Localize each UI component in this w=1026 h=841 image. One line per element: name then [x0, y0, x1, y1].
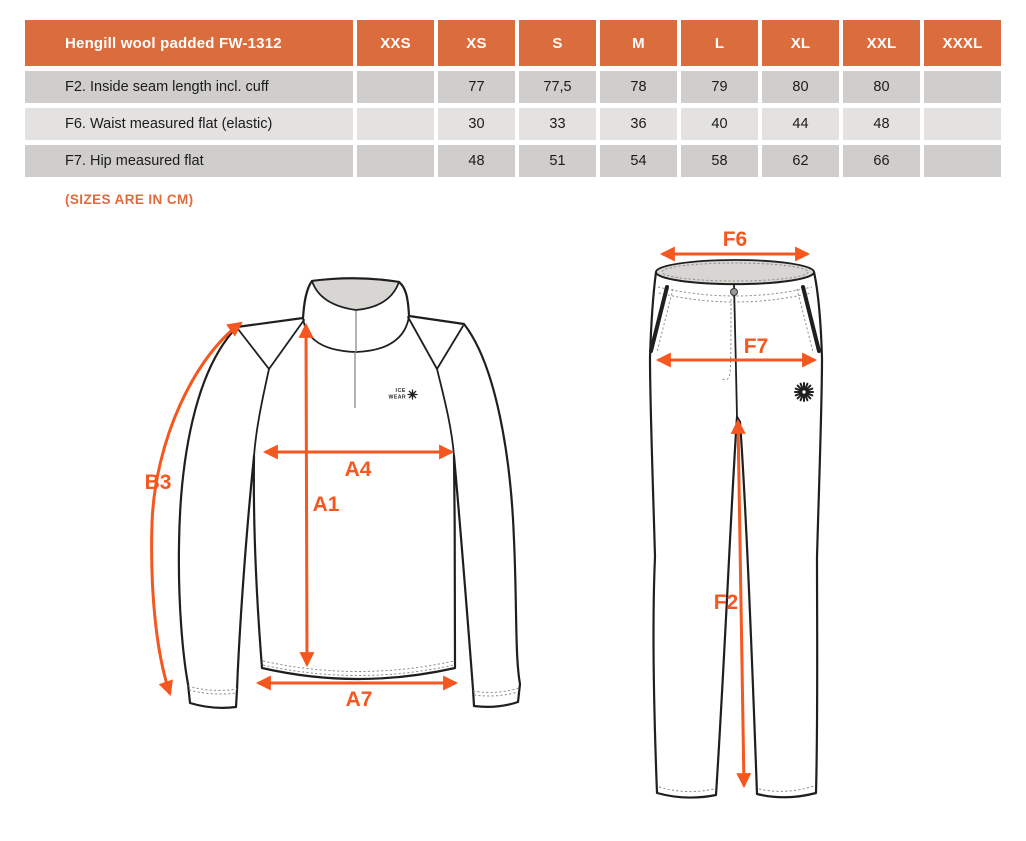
logo-snowflake-icon — [408, 390, 417, 399]
value-f2-s: 77,5 — [519, 71, 596, 103]
table-title-cell: Hengill wool padded FW-1312 — [25, 20, 353, 66]
size-col-header-m: M — [600, 20, 677, 66]
a7-label: A7 — [345, 688, 373, 711]
value-f7-xxl: 66 — [843, 145, 920, 177]
value-f6-xl: 44 — [762, 108, 839, 140]
value-f6-s: 33 — [519, 108, 596, 140]
logo-text-ice: ICE — [395, 388, 406, 394]
f6-label: F6 — [722, 228, 748, 251]
value-f7-l: 58 — [681, 145, 758, 177]
value-f2-xl: 80 — [762, 71, 839, 103]
pants-snowflake-icon — [795, 383, 813, 401]
a1-label: A1 — [312, 493, 340, 516]
waist-button — [731, 289, 738, 296]
sweater-diagram — [140, 245, 540, 725]
a1-length-arrow — [306, 325, 307, 665]
value-f7-xxs — [357, 145, 434, 177]
a4-label: A4 — [344, 458, 372, 481]
value-f2-xxxl — [924, 71, 1001, 103]
logo-text-wear: WEAR — [388, 394, 406, 401]
waistband-opening — [656, 260, 814, 284]
value-f2-xxl: 80 — [843, 71, 920, 103]
value-f6-l: 40 — [681, 108, 758, 140]
value-f7-xxxl — [924, 145, 1001, 177]
size-col-header-xxl: XXL — [843, 20, 920, 66]
size-col-header-l: L — [681, 20, 758, 66]
value-f7-s: 51 — [519, 145, 596, 177]
value-f6-xs: 30 — [438, 108, 515, 140]
value-f2-xxs — [357, 71, 434, 103]
row-label-f2: F2. Inside seam length incl. cuff — [25, 71, 353, 103]
value-f7-m: 54 — [600, 145, 677, 177]
size-col-header-xxxl: XXXL — [924, 20, 1001, 66]
size-col-header-xl: XL — [762, 20, 839, 66]
row-label-f7: F7. Hip measured flat — [25, 145, 353, 177]
value-f2-l: 79 — [681, 71, 758, 103]
size-table — [25, 20, 1001, 177]
value-f2-xs: 77 — [438, 71, 515, 103]
value-f7-xs: 48 — [438, 145, 515, 177]
size-col-header-xxs: XXS — [357, 20, 434, 66]
sizes-in-cm-note: (SIZES ARE IN CM) — [65, 192, 194, 207]
sweater-outline — [179, 278, 520, 708]
value-f6-xxs — [357, 108, 434, 140]
size-col-header-xs: XS — [438, 20, 515, 66]
pants-diagram — [600, 225, 900, 825]
value-f2-m: 78 — [600, 71, 677, 103]
value-f6-xxxl — [924, 108, 1001, 140]
b3-label: B3 — [144, 471, 172, 494]
value-f6-m: 36 — [600, 108, 677, 140]
value-f7-xl: 62 — [762, 145, 839, 177]
f7-label: F7 — [743, 335, 769, 358]
f2-label: F2 — [713, 591, 739, 614]
row-label-f6: F6. Waist measured flat (elastic) — [25, 108, 353, 140]
size-col-header-s: S — [519, 20, 596, 66]
value-f6-xxl: 48 — [843, 108, 920, 140]
